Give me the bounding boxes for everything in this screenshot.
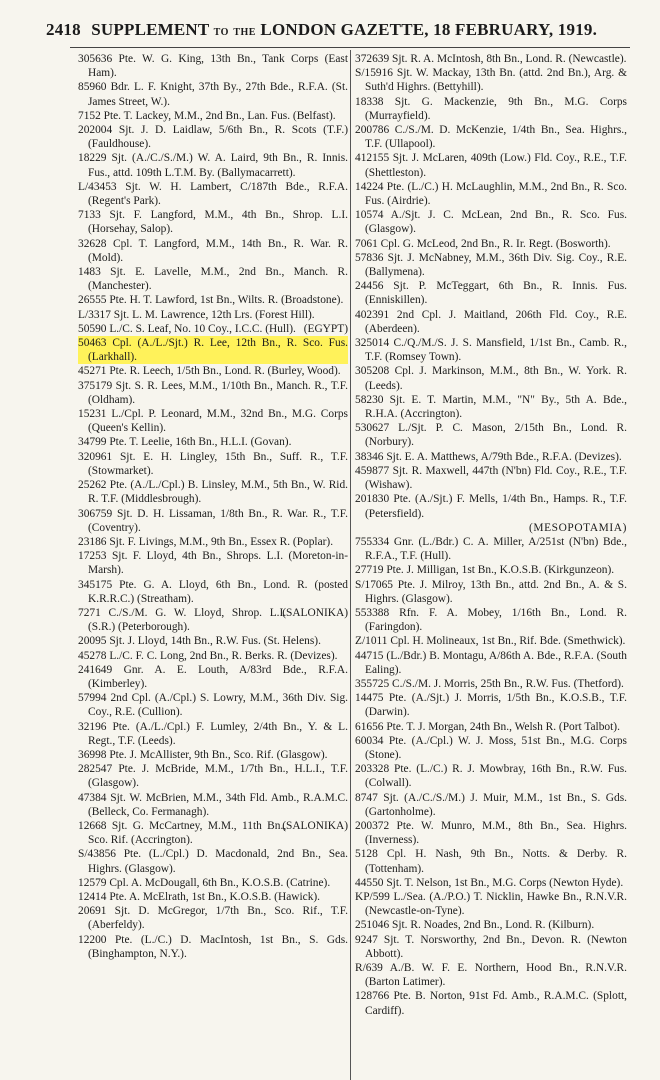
list-entry [355,563,627,577]
list-entry [78,435,348,449]
entry-text: 306759 Sjt. D. H. Lissaman, 1/8th Bn., R. War. R., T.F. (Coventry). [78,507,348,534]
list-entry [78,123,348,151]
list-entry [355,308,627,336]
entry-text: 26555 Pte. H. T. Lawford, 1st Bn., Wilts. R. (Broadstone). [78,294,344,307]
entry-text: 553388 Rfn. F. A. Mobey, 1/16th Bn., Lond. R. (Faringdon). [355,606,627,634]
list-entry [78,691,348,719]
list-entry [355,336,627,364]
list-entry [78,578,348,606]
entry-text: 14224 Pte. (L./C.) H. McLaughlin, M.M., 2nd Bn., R. Sco. Fus. (Airdrie). [355,180,627,208]
entry-text: 241649 Gnr. A. E. Louth, A/83rd Bde., R.F.A. (Kimberley). [78,663,348,690]
entry-text: L/43453 Sjt. W. H. Lambert, C/187th Bde., R.F.A. (Regent's Park). [78,180,348,208]
list-entry [78,748,348,762]
list-entry [355,933,627,961]
entry-text: 201830 Pte. (A./Sjt.) F. Mells, 1/4th Bn., Hamps. R., T.F. (Petersfield). [355,493,627,520]
entry-text: 20691 Sjt. D. McGregor, 1/7th Bn., Sco. Rif., T.F. (Aberfeldy). [78,905,348,932]
header-rule [70,47,630,48]
page-header [46,20,650,44]
entry-text: 12668 Sjt. G. McCartney, M.M., 11th Bn., Sco. Rif. (Accrington). [78,819,287,847]
entry-text: 57836 Sjt. J. McNabney, M.M., 36th Div. Sig. Coy., R.E. (Ballymena). [355,251,627,279]
list-entry [78,151,348,179]
entry-text: 412155 Sjt. J. McLaren, 409th (Low.) Fld. Coy., R.E., T.F. (Shettleston). [355,152,627,179]
entry-text: 200786 C./S./M. D. McKenzie, 1/4th Bn., Sea. Highrs., T.F. (Ullapool). [355,124,627,151]
theatre-tag: (SALONIKA) [282,819,348,832]
entry-text: 38346 Sjt. E. A. Matthews, A/79th Bde., R.F.A. (Devizes). [355,450,622,463]
list-entry [78,847,348,875]
list-entry [355,123,627,151]
list-entry [78,293,348,307]
list-entry [355,535,627,563]
list-entry [355,720,627,734]
list-entry [78,535,348,549]
entry-text: 50463 Cpl. (A./L./Sjt.) R. Lee, 12th Bn., R. Sco. Fus. (Larkhall). [78,337,348,364]
list-entry [355,464,627,492]
list-entry [355,578,627,606]
list-entry [78,180,348,208]
theatre-tag: (EGYPT) [303,322,348,335]
entry-text: 36998 Pte. J. McAllister, 9th Bn., Sco. Rif. (Glasgow). [78,748,328,761]
entry-text: 305208 Cpl. J. Markinson, M.M., 8th Bn., W. York. R. (Leeds). [355,365,627,392]
entry-text: 12200 Pte. (L./C.) D. MacIntosh, 1st Bn., S. Gds. (Binghampton, N.Y.). [78,933,348,960]
list-entry [78,379,348,407]
list-entry [78,720,348,748]
list-entry [355,890,627,918]
list-entry [78,890,348,904]
list-entry [355,492,627,520]
list-entry [78,904,348,932]
list-entry [355,95,627,123]
entry-text: 251046 Sjt. R. Noades, 2nd Bn., Lond. R. (Kilburn). [355,919,595,932]
entry-text: 200372 Pte. W. Munro, M.M., 8th Bn., Sea. Highrs. (Inverness). [355,819,627,847]
entry-text: 58230 Sjt. E. T. Martin, M.M., "N" By., 5th A. Bde., R.H.A. (Accrington). [355,393,627,421]
entry-text: 7133 Sjt. F. Langford, M.M., 4th Bn., Shrop. L.I. (Horsehay, Salop). [78,209,348,236]
entry-text: 355725 C./S./M. J. Morris, 25th Bn., R.W. Fus. (Thetford). [355,677,624,690]
entry-text: 5128 Cpl. H. Nash, 9th Bn., Notts. & Derby. R. (Tottenham). [355,848,627,875]
list-entry [78,322,348,336]
entry-text: 60034 Pte. (A./Cpl.) W. J. Moss, 51st Bn., M.G. Corps (Stone). [355,734,627,761]
list-entry [355,606,627,634]
list-entry [355,989,627,1017]
entry-text: 372639 Sjt. R. A. McIntosh, 8th Bn., Lond. R. (Newcastle). [355,53,627,65]
list-entry [355,66,627,94]
list-entry [355,450,627,464]
list-entry [355,421,627,449]
entry-text: 32196 Pte. (A./L./Cpl.) F. Lumley, 2/4th Bn., Y. & L. Regt., T.F. (Leeds). [78,720,348,747]
entry-text: 50590 L./C. S. Leaf, No. 10 Coy., I.C.C. (Hull). [78,322,296,335]
list-entry [78,265,348,293]
entry-text: KP/599 L./Sea. (A./P.O.) T. Nicklin, Hawke Bn., R.N.V.R. (Newcastle-on-Tyne). [355,890,627,918]
entry-text: 14475 Pte. (A./Sjt.) J. Morris, 1/5th Bn., K.O.S.B., T.F. (Darwin). [355,692,627,719]
list-entry [355,251,627,279]
entry-text: 23186 Sjt. F. Livings, M.M., 9th Bn., Essex R. (Poplar). [78,535,334,548]
list-entry [78,237,348,265]
list-entry [355,847,627,875]
entry-text: Z/1011 Cpl. H. Molineaux, 1st Bn., Rif. Bde. (Smethwick). [355,635,626,648]
entry-text: 128766 Pte. B. Norton, 91st Fd. Amb., R.A.M.C. (Splott, Cardiff). [355,990,627,1017]
list-entry [355,52,627,66]
list-entry [78,606,348,634]
list-entry [355,677,627,691]
entry-text: 24456 Sjt. P. McTeggart, 6th Bn., R. Innis. Fus. (Enniskillen). [355,280,627,307]
entry-text: 755334 Gnr. (L./Bdr.) C. A. Miller, A/251st (N'bn) Bde., R.F.A., T.F. (Hull). [355,535,627,563]
entry-text: 44715 (L./Bdr.) B. Montagu, A/86th A. Bde., R.F.A. (South Ealing). [355,649,627,676]
entry-text: 320961 Sjt. E. H. Lingley, 15th Bn., Suff. R., T.F. (Stowmarket). [78,450,348,477]
entry-text: 305636 Pte. W. G. King, 13th Bn., Tank Corps (East Ham). [78,53,348,80]
list-entry [78,450,348,478]
entry-text: S/43856 Pte. (L./Cpl.) D. Macdonald, 2nd Bn., Sea. Highrs. (Glasgow). [78,848,348,875]
list-entry [355,691,627,719]
list-entry [355,208,627,236]
list-entry [355,819,627,847]
theatre-tag: (SALONIKA) [282,606,348,619]
entry-text: 47384 Sjt. W. McBrien, M.M., 34th Fld. Amb., R.A.M.C. (Belleck, Co. Fermanagh). [78,791,348,818]
list-entry [78,507,348,535]
list-entry [355,734,627,762]
page-number: 2418 [46,20,81,39]
header-title-the: THE [233,27,256,38]
list-entry [78,308,348,322]
list-entry [355,791,627,819]
list-entry [78,819,348,847]
entry-text: 25262 Pte. (A./L./Cpl.) B. Linsley, M.M., 5th Bn., W. Rid. R. T.F. (Middlesbrough). [78,479,348,506]
header-title-to: TO [213,27,229,38]
list-entry [355,649,627,677]
entry-text: 7061 Cpl. G. McLeod, 2nd Bn., R. Ir. Regt. (Bosworth). [355,237,611,250]
entry-text: 530627 L./Sjt. P. C. Mason, 2/15th Bn., Lond. R. (Norbury). [355,422,627,449]
entry-text: 7271 C./S./M. G. W. Lloyd, Shrop. L.I. (S.R.) (Peterborough). [78,606,287,634]
entry-text: 459877 Sjt. R. Maxwell, 447th (N'bn) Fld. Coy., R.E., T.F. (Wishaw). [355,464,627,492]
list-entry [78,634,348,648]
entry-text: 15231 L./Cpl. P. Leonard, M.M., 32nd Bn., M.G. Corps (Queen's Kellin). [78,408,348,435]
entry-text: 8747 Sjt. (A./C./S./M.) J. Muir, M.M., 1st Bn., S. Gds. (Gartonholme). [355,791,627,818]
list-entry [355,364,627,392]
entry-text: 325014 C./Q./M./S. J. S. Mansfield, 1/1st Bn., Camb. R., T.F. (Romsey Town). [355,337,627,364]
entry-text: 282547 Pte. J. McBride, M.M., 1/7th Bn., H.L.I., T.F. (Glasgow). [78,763,348,790]
list-entry [355,151,627,179]
list-entry [78,762,348,790]
list-entry [78,549,348,577]
list-entry [78,80,348,108]
list-entry [78,52,348,80]
entry-text: 17253 Sjt. F. Lloyd, 4th Bn., Shrops. L.I. (Moreton-in-Marsh). [78,550,348,577]
entry-text: 12579 Cpl. A. McDougall, 6th Bn., K.O.S.B. (Catrine). [78,876,331,889]
list-entry [355,180,627,208]
list-entry [355,237,627,251]
highlighted-entry [78,336,348,364]
entry-text: 27719 Pte. J. Milligan, 1st Bn., K.O.S.B. (Kirkgunzeon). [355,564,615,577]
entry-text: 44550 Sjt. T. Nelson, 1st Bn., M.G. Corps (Newton Hyde). [355,876,624,889]
entry-text: 375179 Sjt. S. R. Lees, M.M., 1/10th Bn., Manch. R., T.F. (Oldham). [78,379,348,406]
list-entry [355,918,627,932]
entry-text: 20095 Sjt. J. Lloyd, 14th Bn., R.W. Fus. (St. Helens). [78,635,321,648]
list-entry [78,791,348,819]
list-entry [78,478,348,506]
list-entry [78,649,348,663]
entry-text: 202004 Sjt. J. D. Laidlaw, 5/6th Bn., R. Scots (T.F.) (Fauldhouse). [78,124,348,151]
entry-text: 402391 2nd Cpl. J. Maitland, 206th Fld. Coy., R.E. (Aberdeen). [355,308,627,335]
header-title-gazette: LONDON GAZETTE, 18 FEBRUARY, 1919. [260,20,598,39]
left-column [78,52,348,961]
entry-text: 34799 Pte. T. Leelie, 16th Bn., H.L.I. (Govan). [78,436,292,449]
right-column [355,52,627,1018]
entry-text: 18338 Sjt. G. Mackenzie, 9th Bn., M.G. Corps (Murrayfield). [355,95,627,122]
entry-text: 345175 Pte. G. A. Lloyd, 6th Bn., Lond. R. (posted K.R.R.C.) (Streatham). [78,578,348,605]
entry-text: 57994 2nd Cpl. (A./Cpl.) S. Lowry, M.M., 36th Div. Sig. Coy., R.E. (Cullion). [78,692,348,719]
entry-text: S/15916 Sjt. W. Mackay, 13th Bn. (attd. 2nd Bn.), Arg. & Suth'd Highrs. (Bettyhill). [355,67,627,94]
entry-text: 61656 Pte. T. J. Morgan, 24th Bn., Welsh R. (Port Talbot). [355,720,620,733]
list-entry [78,208,348,236]
entry-text: 12414 Pte. A. McElrath, 1st Bn., K.O.S.B. (Hawick). [78,890,321,903]
entry-text: S/17065 Pte. J. Milroy, 13th Bn., attd. 2nd Bn., A. & S. Highrs. (Glasgow). [355,578,627,605]
entry-text: 45271 Pte. R. Leech, 1/5th Bn., Lond. R. (Burley, Wood). [78,365,341,378]
list-entry [78,407,348,435]
header-title-supplement: SUPPLEMENT [91,20,210,39]
entry-text: R/639 A./B. W. F. E. Northern, Hood Bn., R.N.V.R. (Barton Latimer). [355,962,627,989]
list-entry [78,663,348,691]
list-entry [78,933,348,961]
list-entry [355,279,627,307]
list-entry [355,634,627,648]
entry-text: 85960 Bdr. L. F. Knight, 37th By., 27th Bde., R.F.A. (St. James Street, W.). [78,81,348,108]
list-entry [355,961,627,989]
entry-text: 203328 Pte. (L./C.) R. J. Mowbray, 16th Bn., R.W. Fus. (Colwall). [355,763,627,790]
entry-text: 10574 A./Sjt. J. C. McLean, 2nd Bn., R. Sco. Fus. (Glasgow). [355,209,627,236]
entry-text: 32628 Cpl. T. Langford, M.M., 14th Bn., R. War. R. (Mold). [78,237,348,264]
list-entry [78,364,348,378]
entry-text: 9247 Sjt. T. Norsworthy, 2nd Bn., Devon. R. (Newton Abbott). [355,933,627,960]
entry-text: 7152 Pte. T. Lackey, M.M., 2nd Bn., Lan. Fus. (Belfast). [78,109,336,122]
list-entry [78,109,348,123]
entry-text: 45278 L./C. F. C. Long, 2nd Bn., R. Berks. R. (Devizes). [78,649,338,662]
entry-text: 1483 Sjt. E. Lavelle, M.M., 2nd Bn., Manch. R. (Manchester). [78,266,348,293]
section-heading: (MESOPOTAMIA) [528,521,627,534]
entry-text: L/3317 Sjt. L. M. Lawrence, 12th Lrs. (Forest Hill). [78,308,315,321]
entry-text: 18229 Sjt. (A./C./S./M.) W. A. Laird, 9th Bn., R. Innis. Fus., attd. 109th L.T.M. By. (Ballymacarrett). [78,152,348,179]
list-entry [78,876,348,890]
list-entry [355,762,627,790]
column-divider [350,50,351,1080]
list-entry [355,876,627,890]
list-entry [355,393,627,421]
